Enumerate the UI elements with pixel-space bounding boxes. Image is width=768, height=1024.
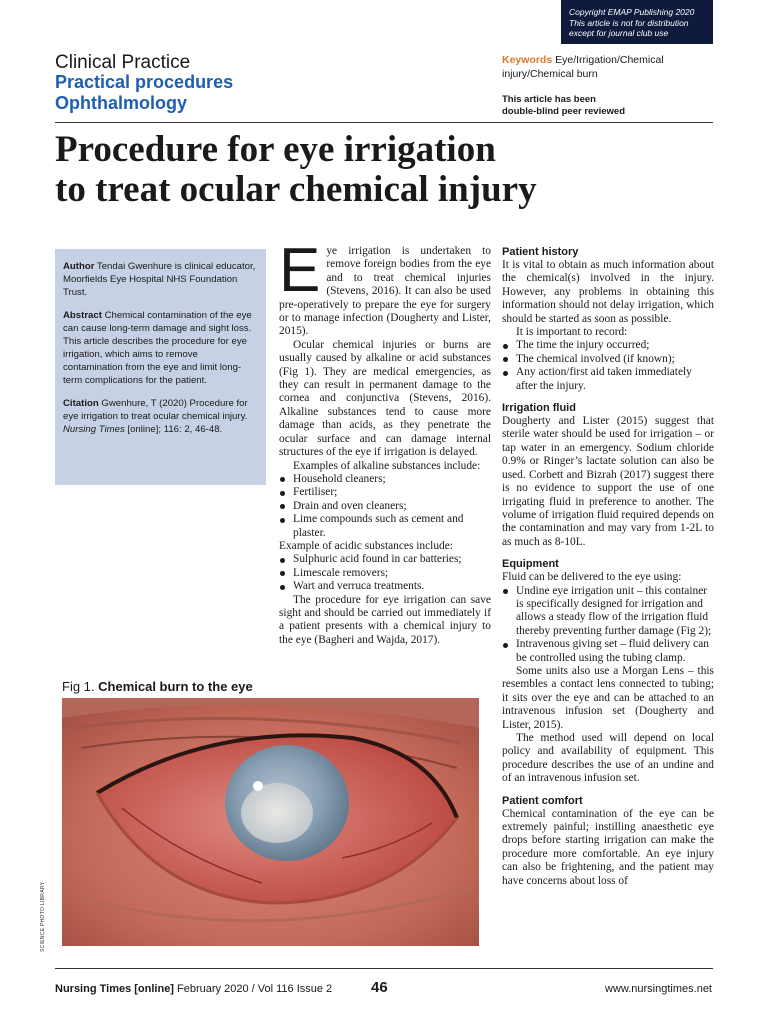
copyright-line: This article is not for distribution xyxy=(569,17,689,28)
abstract-text: Chemical contamination of the eye can cause long-term damage and sight loss. This article describes the procedure for eye irrigation, which aims to remove contamination from the eye and limit long-term complications for the patient. xyxy=(63,310,252,386)
header-divider xyxy=(55,122,713,123)
list-item: Intravenous giving set – fluid delivery can be controlled using the tubing clamp. xyxy=(502,638,714,665)
body-paragraph: Some units also use a Morgan Lens – this resembles a contact lens connected to tubing; it sits over the eye and can be attached to an intravenous infusion set (Dougherty and Lister, 2015). xyxy=(502,664,714,731)
list-item: Lime compounds such as cement and plaster. xyxy=(279,513,491,540)
article-title-line: to treat ocular chemical injury xyxy=(55,169,537,210)
eye-photo xyxy=(62,698,479,946)
list-item: Fertiliser; xyxy=(279,486,491,499)
citation-text: Gwenhure, T (2020) Procedure for eye irrigation to treat ocular chemical injury. xyxy=(63,398,248,422)
body-paragraph: Fluid can be delivered to the eye using: xyxy=(502,571,682,584)
author-info-box xyxy=(55,249,266,485)
figure-title: Chemical burn to the eye xyxy=(98,679,253,694)
specialty-title: Ophthalmology xyxy=(55,93,187,113)
photo-credit: SCIENCE PHOTO LIBRARY xyxy=(40,881,46,952)
keywords-text: Eye/Irrigation/Chemical injury/Chemical burn xyxy=(502,54,664,80)
citation-label: Citation xyxy=(63,398,99,409)
keywords xyxy=(502,54,714,81)
citation-ref: [online]; 116: 2, 46-48. xyxy=(124,424,223,435)
body-paragraph: Example of acidic substances include: xyxy=(279,539,453,552)
list-item: Household cleaners; xyxy=(279,473,491,486)
article-title-line: Procedure for eye irrigation xyxy=(55,129,496,170)
copyright-line: except for journal club use xyxy=(569,28,669,38)
citation-para xyxy=(63,397,258,436)
acidic-list xyxy=(279,553,491,593)
peer-review-line: This article has been xyxy=(502,94,596,105)
heading-patient-history: Patient history xyxy=(502,246,579,258)
alkaline-list xyxy=(279,473,491,540)
eye-illustration xyxy=(62,698,479,946)
heading-equipment: Equipment xyxy=(502,558,559,571)
author-text: Tendai Gwenhure is clinical educator, Moorfields Eye Hospital NHS Foundation Trust. xyxy=(63,261,256,298)
body-column-2 xyxy=(502,245,714,888)
heading-patient-comfort: Patient comfort xyxy=(502,794,583,807)
intro-text: ye irrigation is undertaken to remove foreign bodies from the eye and to treat chemical injuries (Stevens, 2016). It can also be used pre-operatively to prepare the eye for surgery or to manage infection (Dougherty and Lister, 2015). xyxy=(279,245,491,338)
subsection-title: Practical procedures xyxy=(55,72,234,92)
page-number: 46 xyxy=(371,979,388,996)
author-label: Author xyxy=(63,261,95,272)
list-item: Sulphuric acid found in car batteries; xyxy=(279,553,491,566)
body-paragraph: Chemical contamination of the eye can be extremely painful; instilling anaesthetic eye drops before starting irrigation can make the procedure more comfortable. An eye injury can also be frightening, and the patient may have concerns about loss of xyxy=(502,807,714,887)
abstract-label: Abstract xyxy=(63,310,102,321)
list-item: The chemical involved (if known); xyxy=(502,353,714,366)
peer-review-note xyxy=(502,94,714,118)
list-item: The time the injury occurred; xyxy=(502,339,714,352)
citation-journal: Nursing Times xyxy=(63,424,125,435)
website-link[interactable]: www.nursingtimes.net xyxy=(605,983,712,995)
intro-paragraph xyxy=(279,236,491,339)
abstract-para xyxy=(63,309,258,387)
copyright-notice xyxy=(561,0,713,44)
body-paragraph: Ocular chemical injuries or burns are usually caused by alkaline or acid substances (Fig 1). They are medical emergencies, as they can result in permanent damage to the cornea and conjunctiva (Stevens, 2016). Alkaline substances tend to cause more damage than acids, as they penetrate the ocular surface and can damage internal structures of the eye if irrigation is delayed. xyxy=(279,338,491,459)
copyright-line: Copyright EMAP Publishing 2020 xyxy=(569,7,695,17)
article-title xyxy=(55,130,715,210)
body-paragraph: The method used will depend on local policy and availability of equipment. This procedure describes the use of an undine and of an intravenous infusion set. xyxy=(502,732,714,785)
list-item: Wart and verruca treatments. xyxy=(279,580,491,593)
issue-info: February 2020 / Vol 116 Issue 2 xyxy=(173,983,333,995)
body-paragraph: Examples of alkaline substances include: xyxy=(293,459,481,472)
body-paragraph: It is important to record: xyxy=(516,326,628,339)
footer-journal xyxy=(55,983,332,995)
footer-divider xyxy=(55,968,713,969)
figure-label: Fig 1. xyxy=(62,679,95,694)
section-title: Clinical Practice xyxy=(55,52,191,73)
body-paragraph: The procedure for eye irrigation can save sight and should be carried out immediately if a patient presents with a chemical injury to the eye (Bagheri and Wajda, 2017). xyxy=(279,593,491,646)
drop-cap: E xyxy=(279,236,321,305)
list-item: Limescale removers; xyxy=(279,567,491,580)
list-item: Any action/first aid taken immediately after the injury. xyxy=(502,366,714,393)
equipment-list xyxy=(502,585,714,665)
figure-caption xyxy=(62,679,253,694)
body-column-1 xyxy=(279,236,491,647)
list-item: Drain and oven cleaners; xyxy=(279,500,491,513)
body-paragraph: Dougherty and Lister (2015) suggest that sterile water should be used for irrigation – or tap water in an emergency. Sodium chloride 0.9% or Ringer’s lactate solution can also be used. Corbett and Bizrah (2017) suggest there is no evidence to support the use of one irrigating fluid in preference to another. The volume of irrigation fluid required depends on the contamination and may vary from 1-2L to as much as 8-10L. xyxy=(502,415,714,548)
peer-review-line: double-blind peer reviewed xyxy=(502,106,625,117)
record-list xyxy=(502,339,714,393)
author-para xyxy=(63,260,258,299)
list-item: Undine eye irrigation unit – this container is specifically designed for irrigation and allows a steady flow of the irrigation fluid thereby preventing further damage (Fig 2); xyxy=(502,585,714,639)
heading-irrigation-fluid: Irrigation fluid xyxy=(502,402,576,415)
journal-name: Nursing Times [online] xyxy=(55,983,174,995)
keywords-label: Keywords xyxy=(502,54,553,66)
body-paragraph: It is vital to obtain as much information about the chemical(s) involved in the injury. However, any problems in obtaining this information should not delay irrigation, which should be started as soon as possible. xyxy=(502,259,714,325)
